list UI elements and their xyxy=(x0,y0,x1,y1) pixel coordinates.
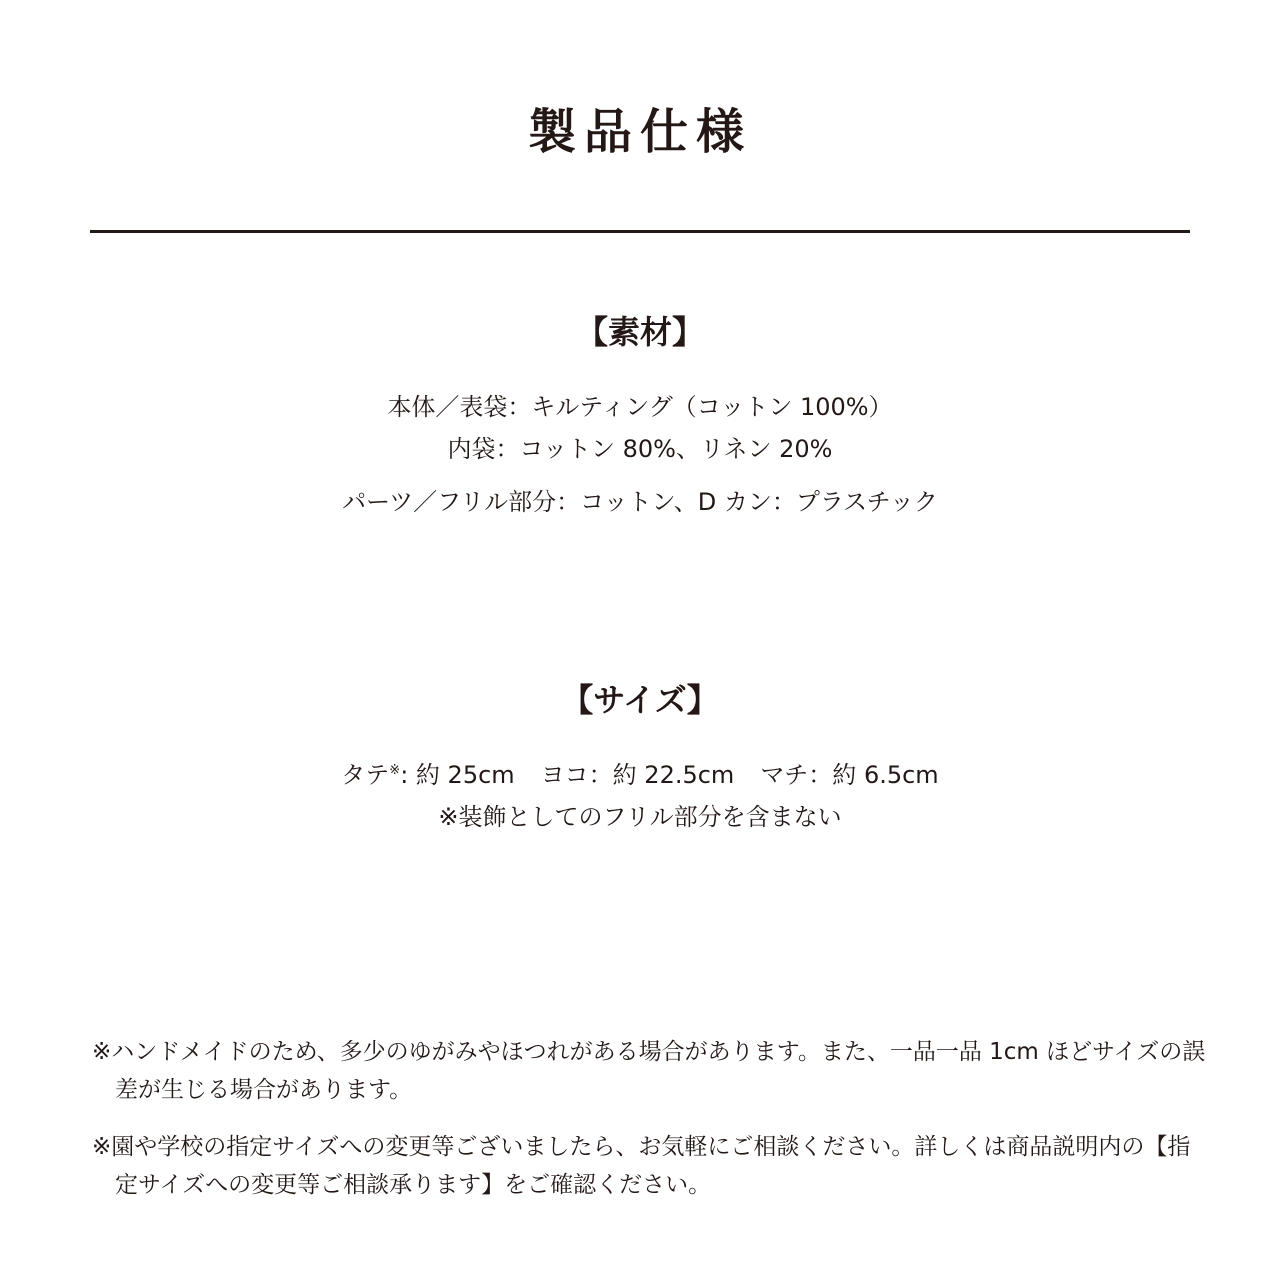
size-tate-label: タテ xyxy=(341,761,390,789)
size-tate-mark: ※ xyxy=(389,763,401,778)
size-yoko: ヨコ：約 22.5cm xyxy=(540,761,735,789)
handmade-note: ※ハンドメイドのため、多少のゆがみやほつれがある場合があります。また、一品一品 1cm ほどサイズの誤差が生じる場合があります。 xyxy=(92,1039,1206,1103)
size-dimensions xyxy=(0,758,1280,792)
material-line-inner: 内袋：コットン 80%、リネン 20% xyxy=(447,435,833,463)
material-heading: 【素材】 xyxy=(575,313,704,351)
material-line-body: 本体／表袋：キルティング（コットン 100%） xyxy=(387,393,893,421)
size-machi: マチ：約 6.5cm xyxy=(760,761,939,789)
size-tate-value: : 約 25cm xyxy=(400,761,515,789)
size-heading: 【サイズ】 xyxy=(561,681,719,719)
size-tate xyxy=(341,758,514,792)
material-line-parts: パーツ／フリル部分：コットン、D カン：プラスチック xyxy=(342,488,938,516)
title-divider xyxy=(90,230,1190,233)
custom-size-note: ※園や学校の指定サイズへの変更等ございましたら、お気軽にご相談ください。詳しくは商品説明内の【指定サイズへの変更等ご相談承ります】をご確認ください。 xyxy=(92,1134,1191,1198)
page-title: 製品仕様 xyxy=(527,104,752,160)
size-note: ※装飾としてのフリル部分を含まない xyxy=(438,803,842,831)
